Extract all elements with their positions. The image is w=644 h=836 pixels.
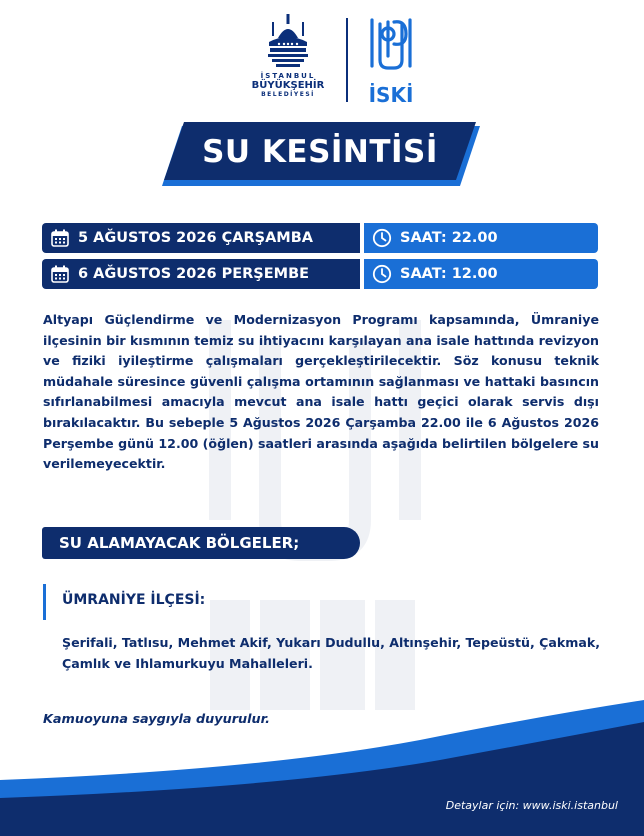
schedule-date-cell	[42, 223, 360, 253]
iski-logo	[366, 16, 416, 106]
calendar-icon	[50, 228, 70, 248]
title-banner	[160, 122, 480, 186]
footer-website-link[interactable]: Detaylar için: www.iski.istanbul	[445, 799, 618, 812]
schedule-row	[42, 259, 598, 289]
page-title: SU KESİNTİSİ	[202, 134, 438, 170]
schedule-date: 5 AĞUSTOS 2026 ÇARŞAMBA	[78, 230, 313, 246]
schedule-row	[42, 223, 598, 253]
schedule-time-cell	[364, 223, 598, 253]
logo-divider	[346, 18, 348, 102]
schedule-time: SAAT: 22.00	[400, 230, 498, 246]
district-name: ÜMRANİYE İLÇESİ:	[62, 592, 206, 608]
closing-note: Kamuoyuna saygıyla duyurulur.	[43, 712, 270, 727]
district-neighborhoods: Şerifali, Tatlısu, Mehmet Akif, Yukarı Dudullu, Altınşehir, Tepeüstü, Çakmak, Çamlık ve Ihlamurkuyu Mahalleleri.	[62, 635, 601, 671]
clock-icon	[372, 228, 392, 248]
district-accent-bar	[43, 584, 46, 620]
schedule-date-cell	[42, 259, 360, 289]
ibb-emblem-icon	[266, 14, 310, 68]
ibb-name-label: BÜYÜKŞEHİR	[251, 80, 325, 91]
clock-icon	[372, 264, 392, 284]
iski-wordmark: İSKİ	[368, 83, 414, 106]
calendar-icon	[50, 264, 70, 284]
schedule-time-cell	[364, 259, 598, 289]
schedule-date: 6 AĞUSTOS 2026 PERŞEMBE	[78, 266, 310, 282]
affected-areas-heading	[42, 527, 360, 559]
schedule-time: SAAT: 12.00	[400, 266, 498, 282]
ibb-logo	[238, 14, 338, 106]
affected-areas-heading-label: SU ALAMAYACAK BÖLGELER;	[59, 534, 300, 552]
ibb-city-label: İSTANBUL	[260, 72, 316, 80]
footer-wave	[0, 700, 644, 836]
ibb-type-label: BELEDİYESİ	[261, 91, 315, 98]
announcement-body: Altyapı Güçlendirme ve Modernizasyon Programı kapsamında, Ümraniye ilçesinin bir kısmının temiz su ihtiyacını karşılayan ana isale hattında revizyon ve fiziki iyileştirme çalışmaları gerçekleştirilecektir. Söz konusu teknik müdahale süresince güvenli çalışma ortamının sağlanması ve hattaki basıncın sıfırlanabilmesi amacıyla mevcut ana isale hattı geçici olarak servis dışı bırakılacaktır. Bu sebeple 5 Ağustos 2026 Çarşamba 22.00 ile 6 Ağustos 2026 Perşembe günü 12.00 (öğlen) saatleri arasında aşağıda belirtilen bölgelere su verilemeyecektir.	[43, 312, 600, 472]
